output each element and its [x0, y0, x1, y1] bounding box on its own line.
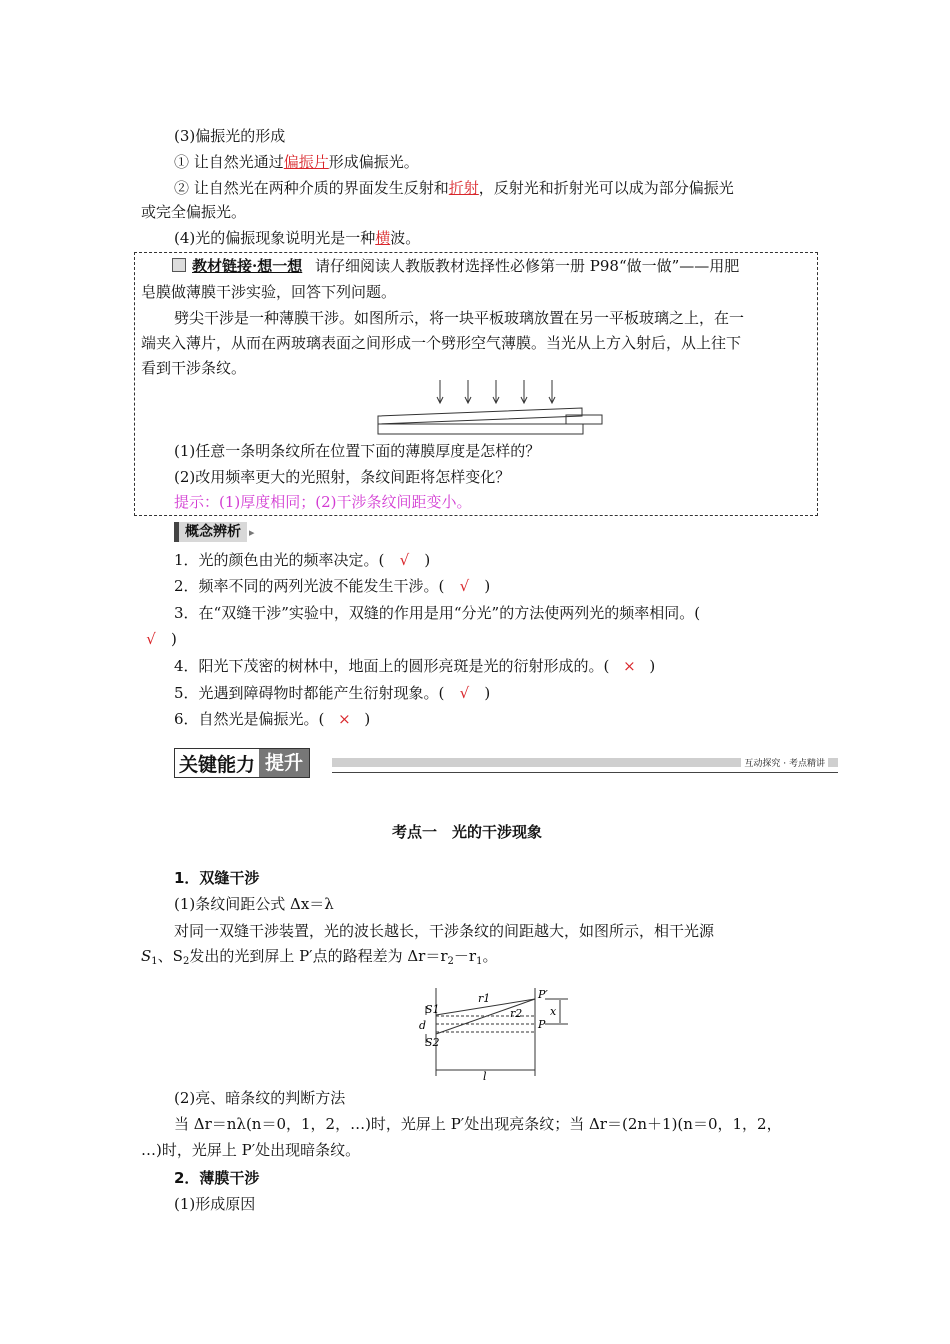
- topic1-s2-sub1: (1)形成原因: [174, 1195, 256, 1213]
- concept-item-text: 4．阳光下茂密的树林中，地面上的圆形亮斑是光的衍射形成的。(: [174, 657, 610, 675]
- topic1-s1-para3: 当 Δr＝nλ(n＝0，1，2，…)时，光屏上 P′处出现亮条纹；当 Δr＝(2n＋1)(n＝0，1，2，: [174, 1115, 782, 1133]
- label-p-prime: P′: [538, 988, 548, 1001]
- concept-item-text: 5．光遇到障碍物时都能产生衍射现象。(: [174, 684, 445, 702]
- concept-item-5: [174, 683, 490, 703]
- topic1-s1-para2: [141, 946, 497, 972]
- concept-close: ): [171, 630, 177, 648]
- concept-item-1: [174, 550, 430, 570]
- concept-close: ): [484, 684, 491, 702]
- text-run: 1: [151, 956, 158, 967]
- section3-item1: [174, 152, 419, 172]
- arrow-icon: ▸: [249, 526, 255, 539]
- section-banner: [174, 748, 838, 778]
- cross-mark: ×: [338, 710, 351, 728]
- topic1-s1-sub1: (1)条纹间距公式 Δx＝λ: [174, 895, 334, 913]
- textbook-para3: 看到干涉条纹。: [141, 359, 247, 377]
- label-d: d: [419, 1019, 427, 1032]
- text-run: －r: [453, 947, 477, 965]
- text-run: 、S: [157, 947, 183, 965]
- concept-item-4: [174, 656, 655, 676]
- item2-post: ，反射光和折射光可以成为部分偏振光: [478, 179, 734, 197]
- label-r1: r1: [478, 992, 491, 1005]
- section3-title: (3)偏振光的形成: [174, 127, 286, 145]
- concept-item-text: 6．自然光是偏振光。(: [174, 710, 325, 728]
- banner-title-part1: 关键能力: [179, 753, 256, 776]
- link-icon: [172, 258, 186, 272]
- section3-item2-cont: 或完全偏振光。: [141, 203, 247, 221]
- text-run: 1: [476, 956, 483, 967]
- topic1-heading: 考点一 光的干涉现象: [392, 823, 543, 841]
- text-run: 2: [447, 956, 454, 967]
- concept-item-text: 2．频率不同的两列光波不能发生干涉。(: [174, 577, 445, 595]
- label-s1: S1: [425, 1003, 440, 1016]
- check-mark: √: [146, 630, 156, 648]
- textbook-intro2: 皂膜做薄膜干涉实验，回答下列问题。: [141, 283, 397, 301]
- concept-label: 概念辨析: [174, 522, 247, 542]
- concept-close: ): [649, 657, 656, 675]
- banner-title-part2: 提升: [259, 749, 309, 777]
- textbook-para2: 端夹入薄片，从而在两玻璃表面之间形成一个劈形空气薄膜。当光从上方入射后，从上往下: [141, 334, 742, 352]
- topic1-s1-para1: 对同一双缝干涉装置，光的波长越长，干涉条纹的间距越大，如图所示，相干光源: [174, 922, 715, 940]
- concept-item-6: [174, 709, 370, 729]
- topic1-s1-para4: …)时，光屏上 P′处出现暗条纹。: [141, 1141, 361, 1159]
- textbook-intro1: [172, 256, 739, 276]
- textbook-label: 教材链接·想一想: [192, 257, 303, 275]
- check-mark: √: [459, 684, 470, 702]
- concept-header: [174, 521, 255, 543]
- text-run: 2: [182, 956, 190, 967]
- text-run: 发出的光到屏上 P′点的路程差为 Δr＝r: [189, 947, 448, 965]
- section4: [174, 228, 420, 248]
- concept-item-2: [174, 576, 490, 596]
- item1-post: 形成偏振光。: [328, 153, 419, 171]
- textbook-hint: 提示：(1)厚度相同；(2)干涉条纹间距变小。: [174, 493, 472, 511]
- wedge-diagram: [370, 378, 610, 438]
- text-run: S: [141, 947, 152, 965]
- item1-answer: 偏振片: [283, 153, 329, 171]
- textbook-para1: 劈尖干涉是一种薄膜干涉。如图所示，将一块平板玻璃放置在另一平板玻璃之上，在一: [174, 309, 745, 327]
- section4-answer: 横: [375, 229, 391, 247]
- concept-item-3-cont: [141, 629, 177, 649]
- label-x: x: [550, 1005, 557, 1018]
- topic1-s1-sub2: (2)亮、暗条纹的判断方法: [174, 1089, 346, 1107]
- label-p: P: [538, 1018, 546, 1031]
- textbook-q1: (1)任意一条明条纹所在位置下面的薄膜厚度是怎样的？: [174, 442, 541, 460]
- text-run: 。: [482, 947, 498, 965]
- section4-pre: (4)光的偏振现象说明光是一种: [174, 229, 376, 247]
- banner-right-text: 互动探究 · 考点精讲: [741, 756, 828, 769]
- section4-post: 波。: [390, 229, 421, 247]
- topic1-s2-title: 2．薄膜干涉: [174, 1169, 260, 1187]
- concept-item-3: [174, 603, 700, 623]
- item2-pre: ② 让自然光在两种介质的界面发生反射和: [174, 179, 449, 197]
- textbook-intro-text: 请仔细阅读人教版教材选择性必修第一册 P98“做一做”——用肥: [315, 257, 740, 275]
- textbook-q2: (2)改用频率更大的光照射，条纹间距将怎样变化？: [174, 468, 511, 486]
- concept-close: ): [484, 577, 491, 595]
- label-r2: r2: [510, 1007, 523, 1020]
- cross-mark: ×: [623, 657, 636, 675]
- label-l: l: [483, 1070, 487, 1082]
- concept-item-text: 1．光的颜色由光的频率决定。(: [174, 551, 385, 569]
- concept-item-text: 3．在“双缝干涉”实验中，双缝的作用是用“分光”的方法使两列光的频率相同。(: [174, 604, 701, 622]
- double-slit-diagram: [408, 986, 578, 1082]
- check-mark: √: [399, 551, 410, 569]
- concept-close: ): [424, 551, 431, 569]
- check-mark: √: [459, 577, 470, 595]
- concept-close: ): [364, 710, 371, 728]
- item2-answer: 折射: [448, 179, 479, 197]
- topic1-s1-title: 1．双缝干涉: [174, 869, 260, 887]
- section3-item2: [174, 178, 734, 198]
- label-s2: S2: [425, 1036, 440, 1049]
- item1-pre: ① 让自然光通过: [174, 153, 284, 171]
